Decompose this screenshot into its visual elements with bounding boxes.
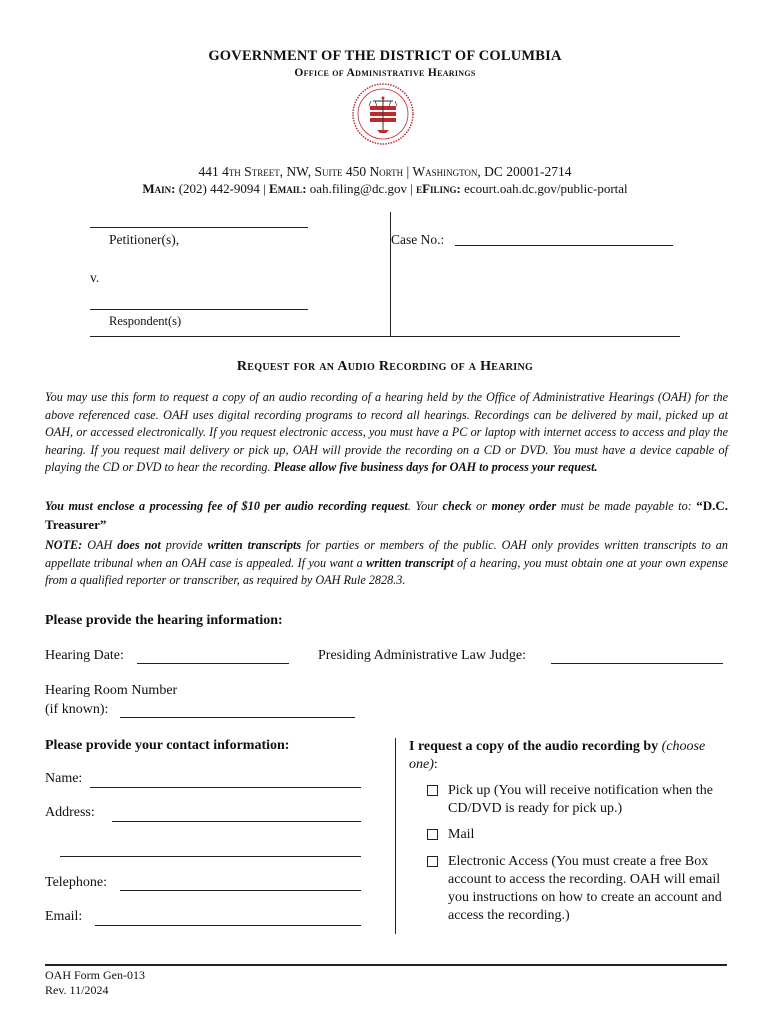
telephone-label: Telephone:	[45, 875, 107, 890]
fee-check: check	[442, 499, 472, 513]
name-label: Name:	[45, 771, 83, 786]
intro-bold: Please allow five business days for OAH to process your request.	[273, 460, 598, 474]
judge-label: Presiding Administrative Law Judge:	[318, 648, 527, 663]
electronic-access-checkbox[interactable]	[427, 856, 438, 867]
fee-mid: . Your	[407, 499, 443, 513]
hearing-date-field[interactable]	[137, 663, 289, 664]
email-label: Email:	[269, 181, 307, 196]
fee-end: must be made payable to:	[556, 499, 692, 513]
hearing-info-heading: Please provide the hearing information:	[45, 613, 283, 628]
address-field-1[interactable]	[112, 821, 361, 822]
respondent-line[interactable]	[90, 309, 308, 310]
hearing-date-label: Hearing Date:	[45, 648, 124, 663]
case-no-label: Case No.:	[391, 232, 445, 247]
note-t1: OAH	[82, 538, 118, 552]
note-written-transcript: written transcript	[366, 555, 454, 570]
email-field[interactable]	[95, 925, 361, 926]
intro-paragraph	[45, 389, 728, 477]
office-email: oah.filing@dc.gov	[309, 181, 407, 196]
mail-option-label: Mail	[448, 827, 475, 842]
note-written-transcripts: written transcripts	[207, 538, 302, 552]
office-title: Office of Administrative Hearings	[294, 67, 476, 79]
fee-payee: “D.C. Treasurer”	[45, 498, 729, 532]
delivery-colon: :	[433, 757, 438, 772]
petitioner-label: Petitioner(s),	[109, 232, 180, 247]
main-label: Main:	[142, 181, 176, 196]
hearing-room-field[interactable]	[120, 717, 355, 718]
note-t4: of a hearing, you must obtain one at your own expense from a qualified reporter or transcriber, as required by OAH Rule 2828.3.	[45, 555, 728, 587]
contact-divider	[395, 738, 396, 934]
note-t2: provide	[160, 538, 208, 552]
hearing-room-label: Hearing Room Number	[45, 683, 178, 698]
respondent-label: Respondent(s)	[109, 314, 182, 328]
note-t3: for parties or members of the public. OAH only provides written transcripts to an appellate tribunal when an OAH case is appealed. If you want a	[45, 538, 728, 570]
contact-heading: Please provide your contact information:	[45, 738, 290, 753]
footer-rule	[45, 964, 727, 966]
form-number: OAH Form Gen-013	[45, 968, 145, 982]
email-field-label: Email:	[45, 909, 83, 924]
address-field-2[interactable]	[60, 856, 361, 857]
pickup-option-label: Pick up (You will receive notification when the CD/DVD is ready for pick up.)	[448, 783, 713, 816]
fee-bold: You must enclose a processing fee of $10 per audio recording request	[45, 499, 408, 513]
note-does-not: does not	[117, 538, 161, 552]
main-phone: (202) 442-9094	[178, 181, 260, 196]
efiling-url: ecourt.oah.dc.gov/public-portal	[464, 181, 628, 196]
case-no-field[interactable]	[455, 245, 673, 246]
electronic-access-option-label: Electronic Access (You must create a free Box account to access the recording. OAH will email you instructions on how to create an account and access the recording.)	[448, 854, 722, 923]
delivery-heading	[409, 738, 729, 774]
caption-bottom-rule	[90, 336, 680, 337]
fee-or: or	[471, 499, 492, 513]
office-address: 441 4th Street, NW, Suite 450 North | Washington, DC 20001-2714	[198, 164, 572, 179]
caption-divider	[390, 212, 391, 336]
fee-money-order: money order	[491, 499, 557, 513]
delivery-choose: (choose one)	[409, 739, 706, 772]
note-paragraph	[45, 537, 728, 590]
versus-label: v.	[90, 270, 100, 285]
note-label: NOTE:	[45, 538, 83, 552]
fee-paragraph	[45, 497, 728, 534]
form-title: Request for an Audio Recording of a Hearing	[236, 359, 534, 374]
efiling-label: eFiling:	[416, 181, 461, 196]
intro-text: You may use this form to request a copy of an audio recording of a hearing held by the Office of Administrative Hearings (OAH) for the above referenced case. OAH uses digital recording programs to record all hearings. Recordings can be delivered by mail, picked up at OAH, or accessed electronically. If you request electronic access, you must have a PC or laptop with internet access to access and play the hearing. If you request mail delivery or pick up, OAH will provide the recording on a CD or DVD. You must have a device capable of playing the CD or DVD to hear the recording.	[45, 390, 728, 474]
office-contact-line: Main: (202) 442-9094 | Email: oah.filing@dc.gov | eFiling: ecourt.oah.dc.gov/public-portal	[142, 181, 628, 196]
pickup-checkbox[interactable]	[427, 785, 438, 796]
address-label: Address:	[45, 805, 95, 820]
form-revision: Rev. 11/2024	[45, 983, 109, 997]
delivery-heading-text: I request a copy of the audio recording by	[409, 739, 659, 754]
dc-seal-icon	[351, 82, 415, 146]
telephone-field[interactable]	[120, 890, 361, 891]
judge-field[interactable]	[551, 663, 723, 664]
hearing-room-sub-label: (if known):	[45, 702, 109, 717]
mail-checkbox[interactable]	[427, 829, 438, 840]
government-title: GOVERNMENT OF THE DISTRICT OF COLUMBIA	[208, 48, 562, 64]
petitioner-line[interactable]	[90, 227, 308, 228]
name-field[interactable]	[90, 787, 361, 788]
